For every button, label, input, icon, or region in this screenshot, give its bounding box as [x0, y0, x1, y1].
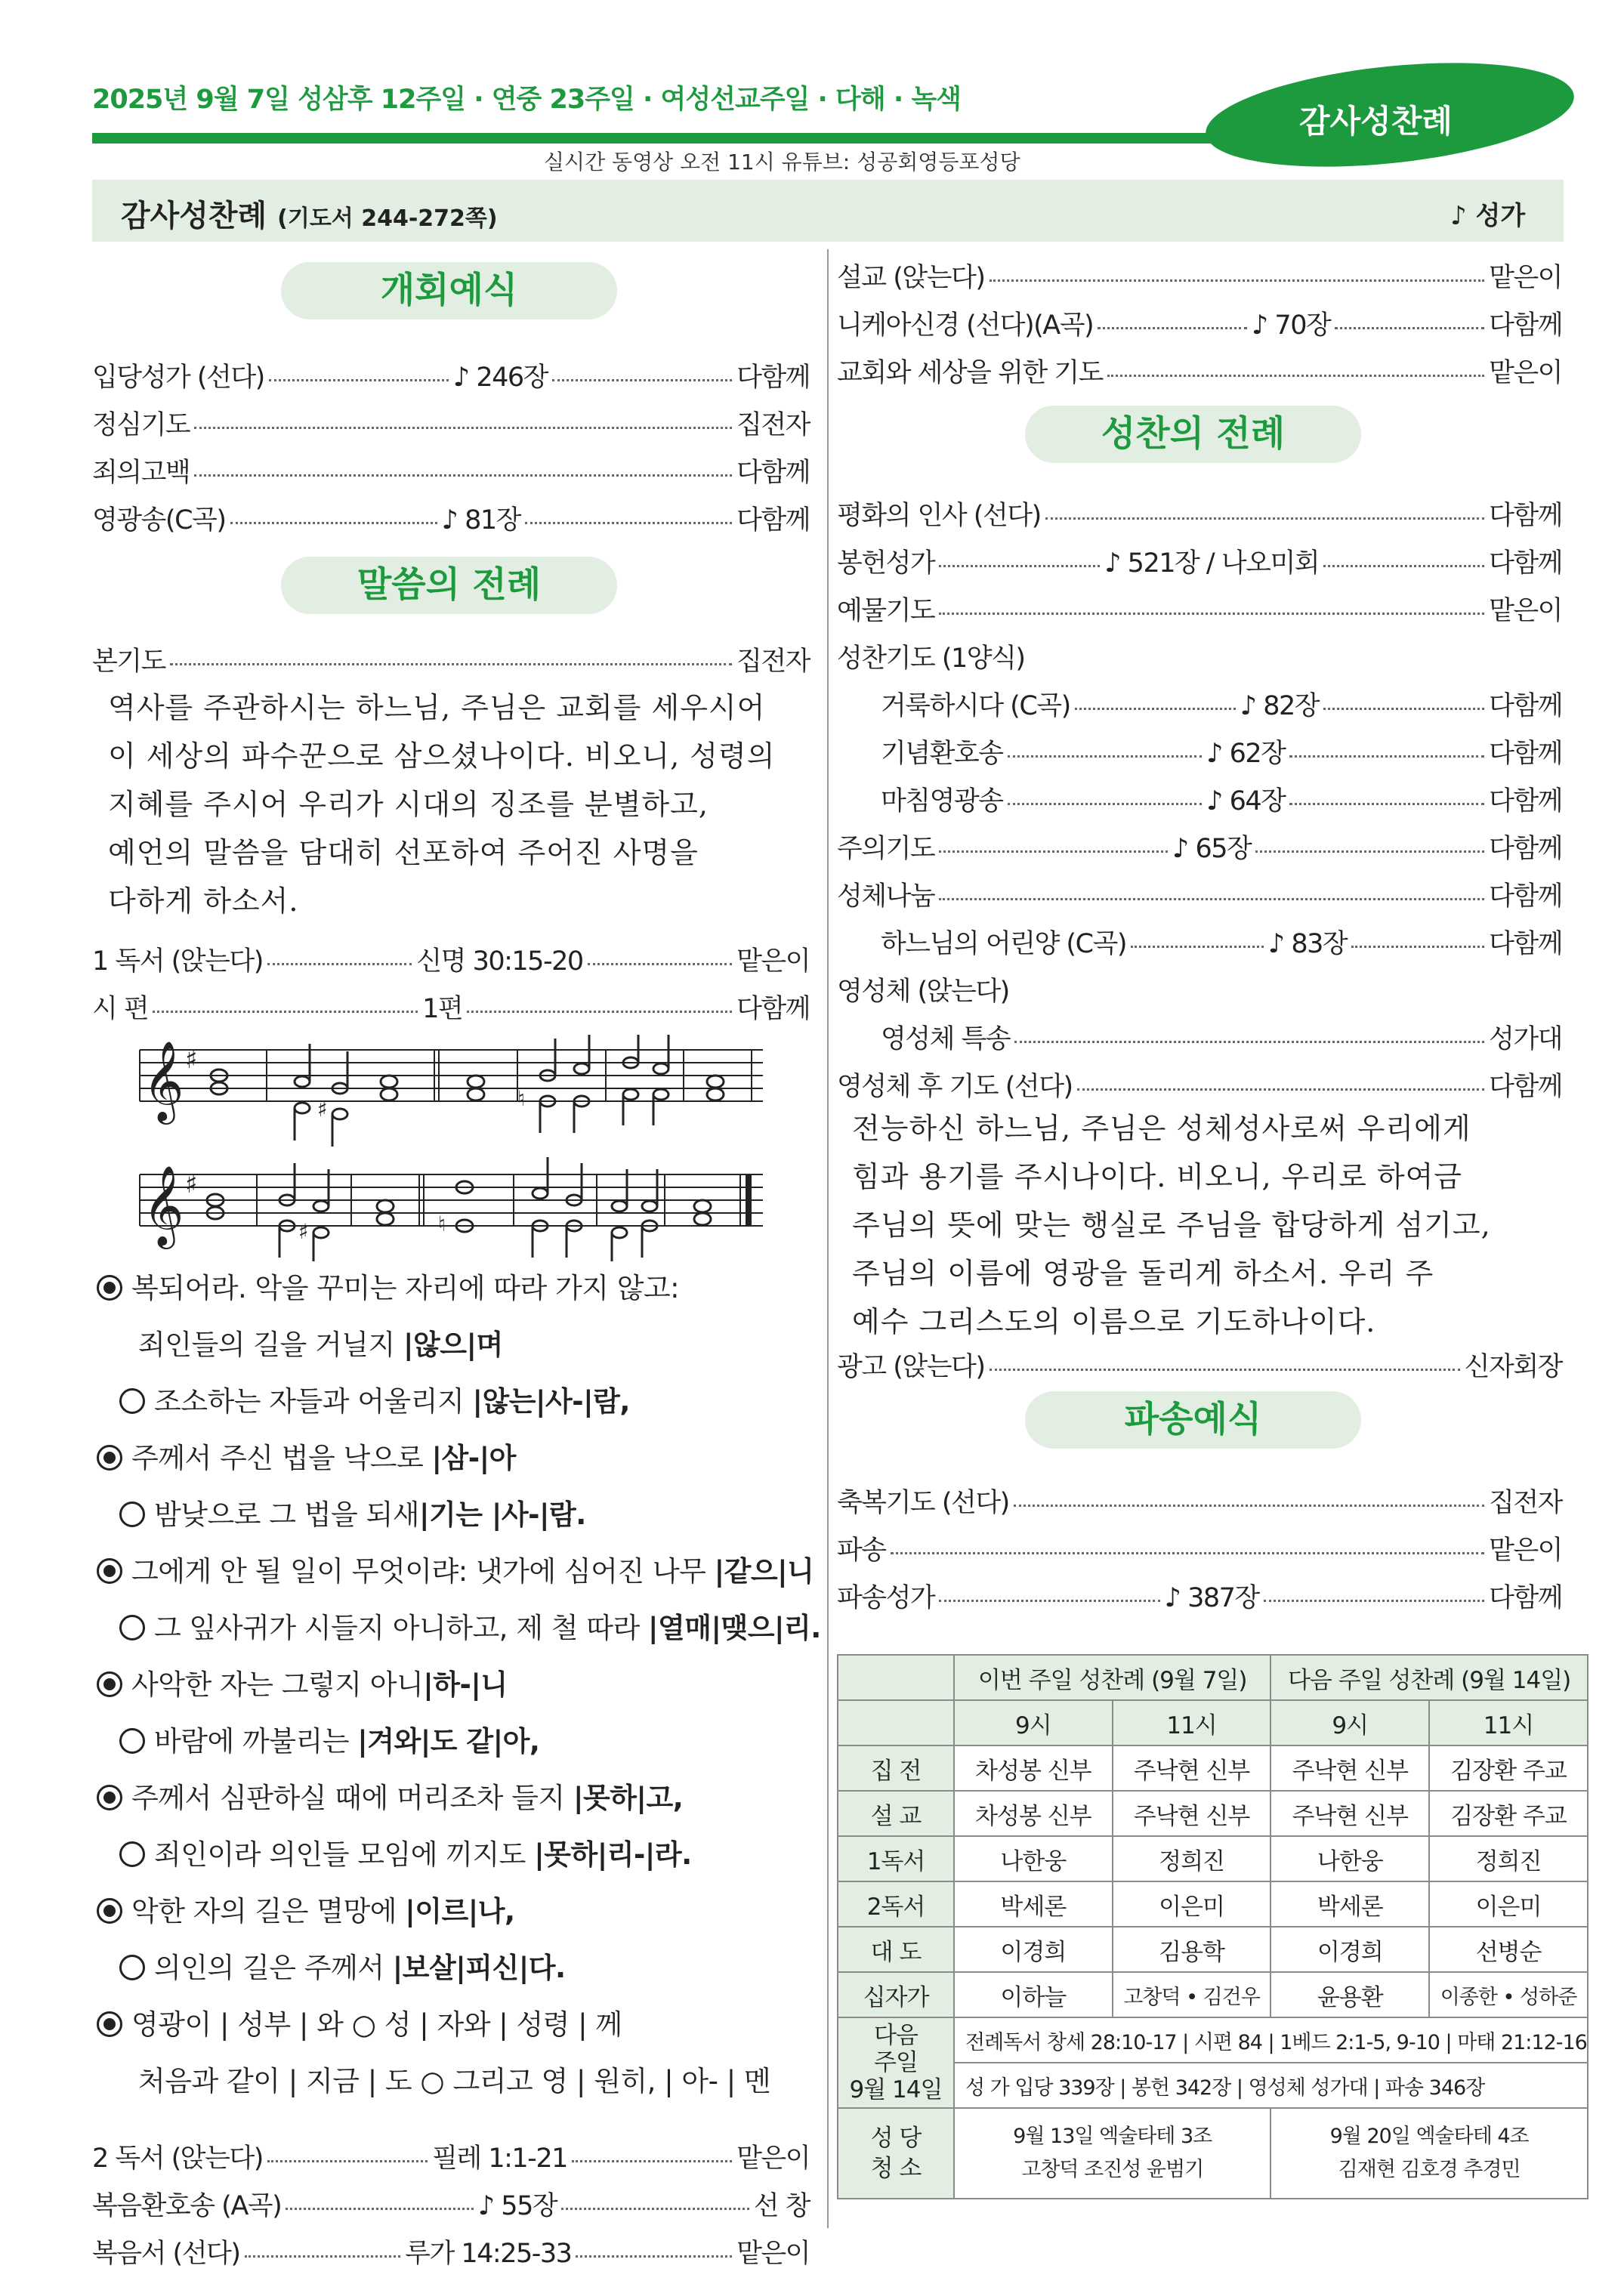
next-sunday-label	[838, 2017, 954, 2108]
prayer-line: 주님의 뜻에 맞는 행실로 주님을 합당하게 섬기고,	[852, 1208, 1491, 1242]
row-performer: 신자회장	[1464, 1352, 1562, 1382]
schedule-cell: 이경희	[1270, 1927, 1429, 1972]
cleaning-this-week	[954, 2108, 1270, 2199]
cleaning-line: 9월 20일 엑술타테 4조	[1329, 2125, 1529, 2148]
schedule-cell: 박세론	[1270, 1881, 1429, 1927]
schedule-time: 11시	[1429, 1700, 1588, 1745]
leader-dots	[1098, 327, 1247, 329]
leader-dots	[1014, 1505, 1484, 1507]
schedule-role: 집 전	[838, 1745, 954, 1791]
leader-dots	[891, 1552, 1484, 1554]
table-row	[838, 2108, 1588, 2199]
psalm-verse-text: 영광이 | 성부 | 와 ○ 성 | 자와 | 성령 | 께	[131, 2008, 622, 2041]
liturgy-row	[881, 1018, 1562, 1056]
liturgy-row	[92, 452, 810, 489]
psalm-verse	[97, 1548, 814, 1589]
schedule-time: 11시	[1113, 1700, 1271, 1745]
svg-text:♯: ♯	[298, 1219, 309, 1244]
svg-text:𝄞: 𝄞	[143, 1040, 184, 1121]
svg-text:♯: ♯	[185, 1169, 198, 1199]
liturgy-row	[881, 733, 1562, 770]
row-hymn-or-reading: ♪ 62장	[1206, 739, 1286, 769]
liturgy-row	[837, 1066, 1562, 1103]
row-hymn-or-reading: ♪ 246장	[452, 363, 548, 393]
row-performer: 집전자	[736, 410, 810, 440]
psalm-verse-text: 복되어라. 악을 꾸미는 자리에 따라 가지 않고:	[131, 1272, 680, 1304]
leader-mark-icon	[97, 1785, 122, 1810]
liturgy-row	[92, 404, 810, 442]
psalm-verse	[97, 1265, 679, 1306]
svg-text:♯: ♯	[185, 1045, 198, 1075]
schedule-cell: 이종한 • 성하준	[1429, 1972, 1588, 2017]
liturgy-row	[837, 971, 1562, 1008]
psalm-pointed-text: |않으|며	[403, 1329, 503, 1361]
psalm-verse	[119, 1492, 586, 1532]
cleaning-label-line: 청 소	[870, 2155, 922, 2182]
psalm-verse-text: 죄인들의 길을 거닐지	[138, 1329, 403, 1361]
table-row	[838, 1972, 1588, 2017]
liturgy-row	[837, 1529, 1562, 1567]
liturgy-row	[92, 2137, 810, 2175]
psalm-verse	[138, 2058, 770, 2099]
leader-dots	[1075, 708, 1236, 710]
svg-text:♮: ♮	[517, 1086, 526, 1111]
leader-dots	[1008, 803, 1203, 805]
table-row	[838, 1881, 1588, 1927]
liturgy-row	[837, 828, 1562, 866]
liturgy-row	[837, 875, 1562, 913]
leader-dots	[194, 427, 732, 429]
psalm-verse	[119, 1832, 692, 1872]
leader-dots	[939, 1600, 1159, 1602]
row-label: 1 독서 (앉는다)	[92, 946, 263, 977]
header-rule	[92, 133, 1354, 144]
row-label: 축복기도 (선다)	[837, 1488, 1009, 1518]
schedule-cell: 이은미	[1429, 1881, 1588, 1927]
psalm-verse-text: 죄인이라 의인들 모임에 끼지도	[154, 1838, 535, 1871]
psalm-verse	[97, 2002, 622, 2042]
row-performer: 다함께	[1489, 691, 1563, 721]
liturgy-row	[837, 1346, 1562, 1384]
psalm-pointed-text: |하-|니	[423, 1668, 508, 1701]
liturgy-row	[92, 940, 810, 978]
row-hymn-or-reading: ♪ 521장 / 나오미회	[1104, 548, 1320, 579]
row-performer: 다함께	[736, 994, 810, 1024]
row-performer: 다함께	[736, 458, 810, 488]
psalm-verse	[119, 1718, 539, 1759]
row-hymn-or-reading: ♪ 70장	[1251, 310, 1331, 341]
leader-mark-icon	[97, 1558, 122, 1584]
row-label: 2 독서 (앉는다)	[92, 2144, 263, 2174]
leader-dots	[1289, 755, 1484, 758]
table-row	[838, 1791, 1588, 1836]
row-hymn-or-reading: 1편	[422, 994, 463, 1024]
row-hymn-or-reading: ♪ 81장	[441, 505, 520, 536]
cleaning-line: 고창덕 조진성 윤범기	[1021, 2158, 1204, 2181]
leader-dots	[1045, 517, 1484, 520]
leader-dots	[269, 379, 449, 381]
row-performer: 다함께	[1489, 786, 1562, 816]
row-label: 니케아신경 (선다)(A곡)	[837, 310, 1094, 341]
leader-dots	[267, 963, 412, 965]
row-hymn-or-reading: ♪ 83장	[1267, 929, 1348, 959]
section-eucharist: 성찬의 전례	[1025, 406, 1361, 463]
schedule-cell: 정희진	[1113, 1836, 1271, 1881]
liturgy-row	[881, 923, 1562, 961]
leader-dots	[245, 2255, 401, 2258]
row-hymn-or-reading: 루가 14:25-33	[405, 2239, 572, 2269]
liturgy-row	[837, 590, 1562, 628]
leader-dots	[1255, 850, 1484, 853]
row-performer: 맡은이	[1489, 263, 1562, 293]
leader-dots	[153, 1011, 418, 1013]
row-performer: 다함께	[1489, 834, 1562, 864]
order-title-text: 감사성찬례	[121, 199, 267, 233]
row-label: 영성체 (앉는다)	[837, 977, 1009, 1007]
liturgy-row	[837, 1577, 1562, 1615]
psalm-verse	[97, 1435, 516, 1476]
cleaning-line: 김재현 김호경 추경민	[1338, 2158, 1521, 2181]
psalm-verse-text: 바람에 까불리는	[154, 1725, 358, 1758]
leader-mark-icon	[97, 1671, 122, 1697]
cleaning-line: 9월 13일 엑술타테 3조	[1013, 2125, 1212, 2148]
row-performer: 맡은이	[1489, 596, 1562, 626]
leader-dots	[467, 1011, 732, 1013]
row-hymn-or-reading: ♪ 387장	[1164, 1583, 1259, 1613]
next-readings: 전례독서 창세 28:10-17 | 시편 84 | 1베드 2:1-5, 9-10 | 마태 21:12-16	[954, 2017, 1588, 2063]
row-label: 예물기도	[837, 596, 935, 626]
header-badge-label: 감사성찬례	[1299, 103, 1453, 140]
psalm-verse-text: 그에게 안 될 일이 무엇이랴: 냇가에 심어진 나무	[131, 1555, 715, 1588]
schedule-table	[837, 1654, 1588, 2199]
schedule-time: 9시	[1270, 1700, 1429, 1745]
liturgy-row	[837, 495, 1562, 532]
liturgy-row	[837, 542, 1562, 580]
schedule-role: 1독서	[838, 1836, 954, 1881]
row-performer: 성가대	[1489, 1024, 1562, 1054]
leader-dots	[588, 963, 732, 965]
response-mark-icon	[119, 1388, 145, 1414]
leader-dots	[990, 279, 1485, 282]
leader-dots	[1323, 708, 1484, 710]
schedule-role: 십자가	[838, 1972, 954, 2017]
psalm-verse	[97, 1775, 683, 1816]
row-label: 복음환호송 (A곡)	[92, 2191, 282, 2221]
schedule-next-week: 다음 주일 성찬례 (9월 14일)	[1270, 1655, 1587, 1700]
row-performer: 다함께	[1489, 881, 1562, 912]
schedule-cell: 나한웅	[1270, 1836, 1429, 1881]
row-performer: 다함께	[1489, 929, 1563, 959]
response-mark-icon	[119, 1728, 145, 1754]
leader-dots	[1264, 1600, 1484, 1602]
row-label: 기념환호송	[881, 739, 1003, 769]
leader-dots	[939, 565, 1100, 567]
row-label: 죄의고백	[92, 458, 190, 488]
prayer-line: 전능하신 하느님, 주님은 성체성사로써 우리에게	[852, 1112, 1471, 1145]
leader-dots	[170, 663, 732, 665]
schedule-cell: 주낙현 신부	[1270, 1745, 1429, 1791]
liturgy-row	[837, 1482, 1562, 1520]
row-label: 성찬기도 (1양식)	[837, 644, 1025, 674]
psalm-verse	[97, 1662, 508, 1702]
leader-dots	[1351, 946, 1484, 948]
psalm-verse-text: 처음과 같이 | 지금 | 도 ○ 그리고 영 | 원히, | 아- | 멘	[138, 2065, 771, 2097]
liturgy-row	[837, 257, 1562, 295]
psalm-pointed-text: |삼-|아	[431, 1442, 516, 1474]
row-label: 파송	[837, 1536, 886, 1566]
prayer-line: 역사를 주관하시는 하느님, 주님은 교회를 세우시어	[108, 691, 766, 724]
service-date-line: 2025년 9월 7일 성삼후 12주일 · 연중 23주일 · 여성선교주일 · 다해 · 녹색	[92, 85, 961, 115]
leader-dots	[1323, 565, 1484, 567]
liturgy-row	[92, 499, 810, 537]
psalm-pointed-text: |같으|니	[714, 1555, 814, 1588]
schedule-cell: 이하늘	[954, 1972, 1113, 2017]
row-performer: 다함께	[1489, 501, 1562, 531]
response-mark-icon	[119, 1841, 145, 1867]
schedule-cell: 김장환 주교	[1429, 1745, 1588, 1791]
leader-dots	[1014, 1041, 1484, 1043]
schedule-cell: 나한웅	[954, 1836, 1113, 1881]
schedule-cell: 김용학	[1113, 1927, 1271, 1972]
liturgy-row	[881, 780, 1562, 818]
schedule-cell: 주낙현 신부	[1113, 1791, 1271, 1836]
cleaning-label	[838, 2108, 954, 2199]
schedule-role: 2독서	[838, 1881, 954, 1927]
liturgy-row	[881, 685, 1562, 723]
psalm-verse-text: 밤낮으로 그 법을 되새	[154, 1498, 419, 1531]
liturgy-row	[92, 640, 810, 678]
row-label: 설교 (앉는다)	[837, 263, 985, 293]
psalm-pointed-text: |않는|사-|람,	[472, 1385, 630, 1418]
liturgy-row	[837, 304, 1562, 342]
leader-dots	[230, 522, 437, 524]
row-hymn-or-reading: ♪ 65장	[1172, 834, 1252, 864]
leader-dots	[1077, 1088, 1484, 1091]
section-opening: 개회예식	[281, 262, 617, 319]
row-hymn-or-reading: 필레 1:1-21	[432, 2144, 567, 2174]
row-performer: 집전자	[736, 647, 810, 677]
psalm-verse	[138, 1322, 503, 1363]
psalm-pointed-text: |이르|나,	[405, 1895, 515, 1928]
prayer-line: 예언의 말씀을 담대히 선포하여 주어진 사명을	[108, 836, 699, 869]
prayer-line: 다하게 하소서.	[108, 884, 299, 918]
schedule-corner-2	[838, 1700, 954, 1745]
row-performer: 다함께	[736, 363, 810, 393]
liturgy-row	[92, 2233, 810, 2270]
row-hymn-or-reading: ♪ 64장	[1206, 786, 1286, 816]
psalm-pointed-text: |못하|고,	[573, 1782, 684, 1814]
psalm-verse-text: 그 잎사귀가 시들지 아니하고, 제 철 따라	[154, 1612, 648, 1644]
leader-mark-icon	[97, 1445, 122, 1471]
row-performer: 맡은이	[736, 2239, 810, 2269]
schedule-cell: 박세론	[954, 1881, 1113, 1927]
schedule-cell: 차성봉 신부	[954, 1791, 1113, 1836]
row-label: 광고 (앉는다)	[837, 1352, 985, 1382]
prayer-line: 이 세상의 파수꾼으로 삼으셨나이다. 비오니, 성령의	[108, 739, 776, 773]
row-label: 영성체 특송	[881, 1024, 1011, 1054]
prayer-line: 힘과 용기를 주시나이다. 비오니, 우리로 하여금	[852, 1160, 1463, 1193]
psalm-verse-text: 악한 자의 길은 멸망에	[131, 1895, 406, 1928]
row-performer: 선 창	[753, 2191, 810, 2221]
row-performer: 다함께	[1489, 739, 1562, 769]
leader-dots	[572, 2160, 732, 2162]
row-performer: 다함께	[1489, 548, 1562, 579]
leader-mark-icon	[97, 2011, 122, 2037]
next-sunday-label-line: 다음	[874, 2022, 918, 2049]
psalm-verse	[119, 1605, 821, 1646]
liturgy-row	[92, 988, 810, 1026]
psalm-pointed-text: |보살|피신|다.	[392, 1952, 566, 1984]
row-performer: 맡은이	[1489, 1536, 1562, 1566]
row-performer: 다함께	[1489, 1072, 1562, 1102]
section-word: 말씀의 전례	[281, 557, 617, 614]
liturgy-row	[837, 352, 1562, 390]
leader-dots	[194, 474, 732, 477]
table-row	[838, 2017, 1588, 2063]
prayer-line: 예수 그리스도의 이름으로 기도하나이다.	[852, 1305, 1376, 1338]
table-row	[838, 1927, 1588, 1972]
schedule-corner	[838, 1655, 954, 1700]
psalm-pointed-text: |겨와|도 같|아,	[357, 1725, 540, 1758]
prayer-line: 지혜를 주시어 우리가 시대의 징조를 분별하고,	[108, 788, 709, 821]
psalm-chant-notation	[132, 1035, 774, 1261]
row-hymn-or-reading: ♪ 82장	[1240, 691, 1320, 721]
leader-dots	[939, 898, 1484, 900]
schedule-cell: 이은미	[1113, 1881, 1271, 1927]
schedule-cell: 선병순	[1429, 1927, 1588, 1972]
svg-text:𝄞: 𝄞	[143, 1165, 184, 1245]
leader-dots	[939, 850, 1168, 853]
row-label: 교회와 세상을 위한 기도	[837, 358, 1103, 388]
cleaning-label-line: 성 당	[870, 2125, 922, 2152]
schedule-this-week: 이번 주일 성찬례 (9월 7일)	[954, 1655, 1270, 1700]
row-label: 봉헌성가	[837, 548, 935, 579]
leader-dots	[286, 2208, 474, 2210]
stream-info: 실시간 동영상 오전 11시 유튜브: 성공회영등포성당	[544, 150, 1020, 174]
svg-text:♯: ♯	[317, 1097, 328, 1122]
row-label: 평화의 인사 (선다)	[837, 501, 1041, 531]
schedule-cell: 김장환 주교	[1429, 1791, 1588, 1836]
row-label: 주의기도	[837, 834, 935, 864]
schedule-time: 9시	[954, 1700, 1113, 1745]
leader-dots	[1289, 803, 1484, 805]
row-label: 마침영광송	[881, 786, 1003, 816]
leader-dots	[939, 613, 1484, 615]
leader-dots	[267, 2160, 428, 2162]
row-hymn-or-reading: ♪ 55장	[477, 2191, 557, 2221]
column-divider	[827, 249, 829, 2228]
leader-mark-icon	[97, 1898, 122, 1924]
order-title	[121, 192, 498, 235]
row-label: 입당성가 (선다)	[92, 363, 264, 393]
schedule-cell: 윤용환	[1270, 1972, 1429, 2017]
svg-text:♮: ♮	[438, 1211, 446, 1236]
response-mark-icon	[119, 1502, 145, 1527]
schedule-cell: 차성봉 신부	[954, 1745, 1113, 1791]
psalm-verse	[119, 1378, 630, 1419]
row-performer: 맡은이	[736, 2144, 810, 2174]
psalm-verse-text: 주께서 심판하실 때에 머리조차 들지	[131, 1782, 573, 1814]
psalm-pointed-text: |기는 |사-|람.	[418, 1498, 586, 1531]
leader-dots	[576, 2255, 732, 2258]
next-sunday-label-line: 9월 14일	[849, 2076, 943, 2103]
row-performer: 집전자	[1489, 1488, 1562, 1518]
response-mark-icon	[119, 1615, 145, 1640]
leader-dots	[525, 522, 732, 524]
table-row	[838, 1745, 1588, 1791]
row-label: 파송성가	[837, 1583, 935, 1613]
psalm-verse-text: 조소하는 자들과 어울리지	[154, 1385, 473, 1418]
table-row	[838, 1836, 1588, 1881]
liturgy-row	[837, 637, 1562, 675]
row-performer: 맡은이	[736, 946, 810, 977]
next-hymns: 성 가 입당 339장 | 봉헌 342장 | 영성체 성가대 | 파송 346장	[954, 2063, 1588, 2108]
schedule-role: 대 도	[838, 1927, 954, 1972]
prayer-line: 주님의 이름에 영광을 돌리게 하소서. 우리 주	[852, 1257, 1434, 1290]
row-label: 본기도	[92, 647, 165, 677]
row-hymn-or-reading: 신명 30:15-20	[416, 946, 583, 977]
psalm-verse	[97, 1888, 515, 1929]
psalm-pointed-text: |열매|맺으|리.	[647, 1612, 821, 1644]
row-performer: 다함께	[1489, 310, 1563, 341]
cleaning-next-week	[1270, 2108, 1587, 2199]
response-mark-icon	[119, 1955, 145, 1980]
leader-dots	[561, 2208, 749, 2210]
psalm-pointed-text: |못하|리-|라.	[534, 1838, 692, 1871]
schedule-cell: 정희진	[1429, 1836, 1588, 1881]
liturgy-row	[92, 2185, 810, 2223]
row-label: 복음서 (선다)	[92, 2239, 240, 2269]
order-title-pages: (기도서 244-272쪽)	[277, 205, 498, 232]
row-performer: 맡은이	[1489, 358, 1562, 388]
liturgy-row	[92, 356, 810, 394]
row-label: 하느님의 어린양 (C곡)	[881, 929, 1126, 959]
next-sunday-label-line: 주일	[874, 2049, 918, 2076]
leader-dots	[1335, 327, 1484, 329]
schedule-cell: 이경희	[954, 1927, 1113, 1972]
schedule-cell: 주낙현 신부	[1270, 1791, 1429, 1836]
row-performer: 다함께	[1489, 1583, 1563, 1613]
schedule-role: 설 교	[838, 1791, 954, 1836]
psalm-verse-text: 의인의 길은 주께서	[154, 1952, 393, 1984]
leader-dots	[1107, 375, 1484, 377]
leader-dots	[552, 379, 732, 381]
schedule-cell: 고창덕 • 김건우	[1113, 1972, 1271, 2017]
leader-dots	[990, 1369, 1460, 1371]
row-label: 영광송(C곡)	[92, 505, 226, 536]
leader-dots	[1131, 946, 1264, 948]
leader-mark-icon	[97, 1275, 122, 1301]
section-dismissal: 파송예식	[1025, 1391, 1361, 1449]
psalm-verse	[119, 1945, 566, 1986]
row-label: 거룩하시다 (C곡)	[881, 691, 1070, 721]
psalm-verse-text: 주께서 주신 법을 낙으로	[131, 1442, 432, 1474]
row-label: 정심기도	[92, 410, 190, 440]
row-label: 영성체 후 기도 (선다)	[837, 1072, 1073, 1102]
psalm-verse-text: 사악한 자는 그렇지 아니	[131, 1668, 424, 1701]
schedule-cell: 주낙현 신부	[1113, 1745, 1271, 1791]
leader-dots	[1008, 755, 1203, 758]
row-label: 성체나눔	[837, 881, 935, 912]
hymn-legend: ♪ 성가	[1450, 201, 1526, 231]
row-performer: 다함께	[736, 505, 810, 536]
row-label: 시 편	[92, 994, 149, 1024]
